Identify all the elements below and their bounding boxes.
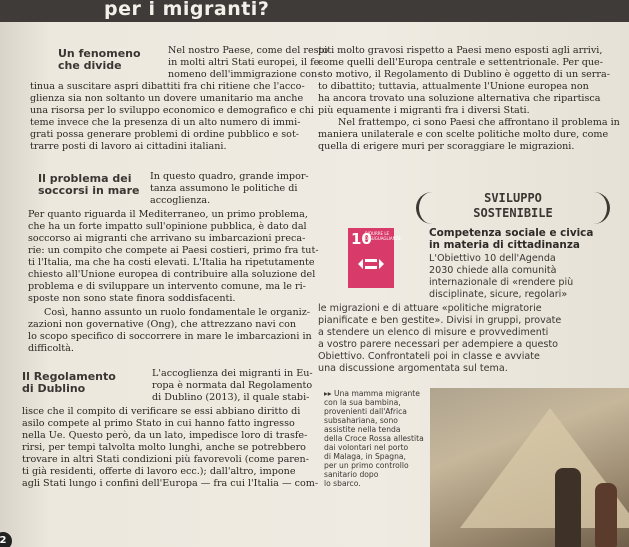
text-line: lo scopo specifico di soccorrere in mare le imbarcazioni in [28,331,312,342]
text-line: Nel nostro Paese, come del resto [168,45,329,56]
text-line: lisce che il compito di verificare se essi abbiano diritto di [22,406,301,417]
text-line: in materia di cittadinanza [429,239,580,251]
text-line: zazioni non governative (Ong), che attrezzano navi con [28,319,297,330]
text-line: più equamente i migranti fra i diversi Stati. [318,105,530,116]
text-line: teme invece che la presenza di un alto numero di immi- [30,117,301,128]
text-line: tanza assumono le politiche di [150,183,298,194]
photo-person-icon [595,483,617,547]
text-line: Così, hanno assunto un ruolo fondamentale le organiz- [44,307,310,318]
text-line: quella di erigere muri per scoraggiare le migrazioni. [318,141,575,152]
badge-line1: SVILUPPO [484,191,542,205]
text-line: rie: un compito che compete ai Paesi costieri, primo fra tut- [28,245,319,256]
sustainability-body-line: Obiettivo. Confrontateli poi in classe e avviate [318,351,540,362]
text-line: che ha un forte impatto sull'opinione pubblica, è dato dal [28,221,307,232]
text-line: nomeno dell'immigrazione con- [168,69,321,80]
text-line: sposte non sono state finora soddisfacenti. [28,293,236,304]
caption-line: sanitario dopo [324,470,379,479]
heading-soccorsi-in-mare: soccorsi in mare [38,184,140,197]
caption-line: con la sua bambina, [324,398,401,407]
sustainability-body-line: a vostro parere necessari per adempiere a questo [318,339,559,350]
text-line: L'accoglienza dei migranti in Eu- [152,368,313,379]
text-line: Competenza sociale e civica [429,227,594,239]
text-line: tinua a suscitare aspri dibattiti fra chi ritiene che l'acco- [30,81,305,92]
photo-person-icon [555,468,581,547]
text-line: grati possa generare problemi di ordine pubblico e sot- [30,129,300,140]
text-line: di Dublino (2013), il quale stabi- [152,392,310,403]
text-line: una risorsa per lo sviluppo economico e demografico e chi [30,105,314,116]
sdg-10-tile [348,228,401,288]
text-line: glienza sia non soltanto un dovere umanitario ma anche [30,93,304,104]
text-line: accoglienza. [150,195,211,206]
heading-un-fenomeno: Un fenomeno [58,47,141,60]
text-line: nella Ue. Questo però, da un lato, impedisce loro di trasfe- [22,430,308,441]
caption-line: subsahariana, sono [324,416,398,425]
text-line: Nel frattempo, ci sono Paesi che affrontano il problema in [338,117,620,128]
sdg-number: 10 [351,230,372,248]
text-line: rirsi, per tempi talvolta molto lunghi, anche se potrebbero [22,442,306,453]
caption-line: ▸▸ Una mamma migrante [324,389,420,398]
sustainability-body-line: internazionale di «rendere più [429,277,574,288]
text-line: ha ancora trovato una soluzione alternativa che ripartisca [318,93,601,104]
page-marker: 2 [0,532,12,547]
heading-di-dublino: di Dublino [22,382,86,395]
text-line: agli Stati lungo i confini dell'Europa — fra cui l'Italia — com- [22,478,319,489]
heading-regolamento: Il Regolamento [22,370,116,383]
caption-line: provenienti dall'Africa [324,407,407,416]
sustainability-body-line: una discussione argomentata sul tema. [318,363,508,374]
caption-line: lo sbarco. [324,479,361,488]
text-line: asilo compete al primo Stato in cui hanno fatto ingresso [22,418,295,429]
sustainability-badge [408,188,614,228]
text-line: ti l'Italia, ma che ha costi elevati. L'Italia ha ripetutamente [28,257,315,268]
text-line: difficoltà. [28,343,74,354]
heading-problema-dei: Il problema dei [38,172,132,185]
caption-line: assistite nella tenda [324,425,401,434]
sustainability-body-line: a stendere un elenco di misure e provvedimenti [318,327,549,338]
text-line: trovare in altri Stati condizioni più favorevoli (come paren- [22,454,309,465]
section-title: per i migranti? [104,0,270,20]
text-line: ropa è normata dal Regolamento [152,380,313,391]
text-line: In questo quadro, grande impor- [150,171,309,182]
text-line: chiesto all'Unione europea di contribuire alla soluzione del [28,269,316,280]
sustainability-body-line: le migrazioni e di attuare «politiche migratorie [318,303,542,314]
heading-che-divide: che divide [58,59,122,72]
sdg-label: RIDURRE LE DISUGUAGLIANZE [365,231,401,241]
caption-line: per un primo controllo [324,461,409,470]
equality-icon [358,254,384,274]
text-line: maniera unilaterale e con scelte politiche molto dure, come [318,129,609,140]
badge-line2: SOSTENIBILE [473,206,553,220]
caption-line: di Malaga, in Spagna, [324,452,406,461]
text-line: ti già residenti, offerte di lavoro ecc.); dall'altro, impone [22,466,296,477]
text-line: piti molto gravosi rispetto a Paesi meno esposti agli arrivi, [318,45,603,56]
text-line: trarre posti di lavoro ai cittadini italiani. [30,141,227,152]
text-line: come quelli dell'Europa centrale e settentrionale. Per que- [318,57,603,68]
sustainability-body-line: 2030 chiede alla comunità [429,265,557,276]
sustainability-body-line: L'Obiettivo 10 dell'Agenda [429,253,556,264]
section-title-bar [0,0,629,22]
caption-line: della Croce Rossa allestita [324,434,424,443]
migrant-tent-photo [430,388,629,547]
sustainability-body-line: disciplinate, sicure, regolari» [429,289,568,300]
caption-line: dai volontari nel porto [324,443,409,452]
sustainability-body-line: pianificate e ben gestite». Divisi in gruppi, provate [318,315,562,326]
text-line: in molti altri Stati europei, il fe- [168,57,323,68]
text-line: Per quanto riguarda il Mediterraneo, un primo problema, [28,209,308,220]
text-line: soccorso ai migranti che arrivano su imbarcazioni preca- [28,233,306,244]
text-line: sto motivo, il Regolamento di Dublino è oggetto di un serra- [318,69,610,80]
text-line: problema e di sviluppare un intervento comune, ma le ri- [28,281,306,292]
text-line: to dibattito; tuttavia, attualmente l'Unione europea non [318,81,589,92]
